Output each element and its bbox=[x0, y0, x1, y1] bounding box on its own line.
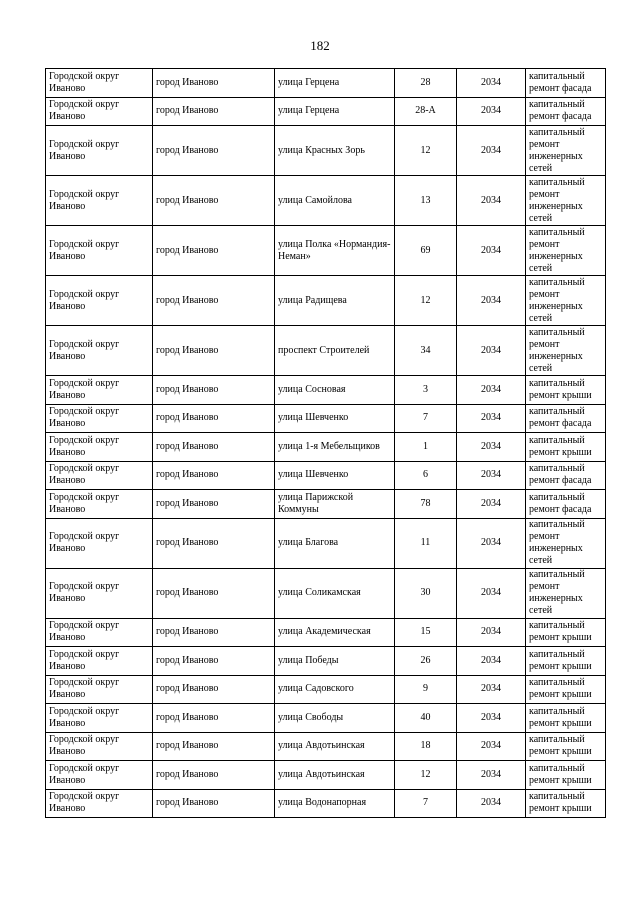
year-cell: 2034 bbox=[457, 326, 526, 376]
street-cell: улица Авдотьинская bbox=[275, 732, 395, 761]
house-number-cell: 12 bbox=[395, 126, 457, 176]
work-type-cell: капитальный ремонт крыши bbox=[526, 704, 606, 733]
work-type-cell: капитальный ремонт инженерных сетей bbox=[526, 568, 606, 618]
street-cell: улица Самойлова bbox=[275, 176, 395, 226]
municipality-cell: Городской округ Иваново bbox=[46, 675, 153, 704]
table-row bbox=[46, 226, 606, 276]
repair-schedule-table bbox=[45, 68, 606, 818]
settlement-cell: город Иваново bbox=[153, 97, 275, 126]
municipality-cell: Городской округ Иваново bbox=[46, 518, 153, 568]
settlement-cell: город Иваново bbox=[153, 675, 275, 704]
house-number-cell: 13 bbox=[395, 176, 457, 226]
municipality-cell: Городской округ Иваново bbox=[46, 761, 153, 790]
work-type-cell: капитальный ремонт инженерных сетей bbox=[526, 326, 606, 376]
year-cell: 2034 bbox=[457, 490, 526, 519]
settlement-cell: город Иваново bbox=[153, 618, 275, 647]
street-cell: улица Полка «Нормандия-Неман» bbox=[275, 226, 395, 276]
municipality-cell: Городской округ Иваново bbox=[46, 490, 153, 519]
settlement-cell: город Иваново bbox=[153, 126, 275, 176]
year-cell: 2034 bbox=[457, 761, 526, 790]
table-row bbox=[46, 276, 606, 326]
municipality-cell: Городской округ Иваново bbox=[46, 376, 153, 405]
table-row bbox=[46, 704, 606, 733]
year-cell: 2034 bbox=[457, 675, 526, 704]
street-cell: улица Благова bbox=[275, 518, 395, 568]
street-cell: улица 1-я Мебельщиков bbox=[275, 433, 395, 462]
municipality-cell: Городской округ Иваново bbox=[46, 69, 153, 98]
settlement-cell: город Иваново bbox=[153, 490, 275, 519]
street-cell: улица Герцена bbox=[275, 97, 395, 126]
work-type-cell: капитальный ремонт крыши bbox=[526, 433, 606, 462]
table-body bbox=[46, 69, 606, 818]
table-row bbox=[46, 326, 606, 376]
street-cell: улица Сосновая bbox=[275, 376, 395, 405]
house-number-cell: 12 bbox=[395, 276, 457, 326]
work-type-cell: капитальный ремонт инженерных сетей bbox=[526, 226, 606, 276]
table-row bbox=[46, 490, 606, 519]
street-cell: улица Радищева bbox=[275, 276, 395, 326]
work-type-cell: капитальный ремонт фасада bbox=[526, 97, 606, 126]
house-number-cell: 11 bbox=[395, 518, 457, 568]
table-row bbox=[46, 647, 606, 676]
house-number-cell: 69 bbox=[395, 226, 457, 276]
work-type-cell: капитальный ремонт крыши bbox=[526, 376, 606, 405]
table-row bbox=[46, 404, 606, 433]
work-type-cell: капитальный ремонт фасада bbox=[526, 461, 606, 490]
work-type-cell: капитальный ремонт инженерных сетей bbox=[526, 518, 606, 568]
year-cell: 2034 bbox=[457, 789, 526, 818]
table-row bbox=[46, 433, 606, 462]
year-cell: 2034 bbox=[457, 518, 526, 568]
table-row bbox=[46, 126, 606, 176]
house-number-cell: 30 bbox=[395, 568, 457, 618]
settlement-cell: город Иваново bbox=[153, 789, 275, 818]
work-type-cell: капитальный ремонт крыши bbox=[526, 675, 606, 704]
street-cell: улица Шевченко bbox=[275, 404, 395, 433]
settlement-cell: город Иваново bbox=[153, 704, 275, 733]
year-cell: 2034 bbox=[457, 732, 526, 761]
work-type-cell: капитальный ремонт фасада bbox=[526, 490, 606, 519]
municipality-cell: Городской округ Иваново bbox=[46, 126, 153, 176]
house-number-cell: 15 bbox=[395, 618, 457, 647]
year-cell: 2034 bbox=[457, 176, 526, 226]
year-cell: 2034 bbox=[457, 69, 526, 98]
page-number: 182 bbox=[310, 38, 330, 53]
table-row bbox=[46, 618, 606, 647]
house-number-cell: 6 bbox=[395, 461, 457, 490]
street-cell: улица Красных Зорь bbox=[275, 126, 395, 176]
municipality-cell: Городской округ Иваново bbox=[46, 97, 153, 126]
municipality-cell: Городской округ Иваново bbox=[46, 704, 153, 733]
year-cell: 2034 bbox=[457, 647, 526, 676]
house-number-cell: 9 bbox=[395, 675, 457, 704]
work-type-cell: капитальный ремонт крыши bbox=[526, 732, 606, 761]
house-number-cell: 78 bbox=[395, 490, 457, 519]
house-number-cell: 7 bbox=[395, 404, 457, 433]
settlement-cell: город Иваново bbox=[153, 69, 275, 98]
municipality-cell: Городской округ Иваново bbox=[46, 647, 153, 676]
street-cell: улица Соликамская bbox=[275, 568, 395, 618]
year-cell: 2034 bbox=[457, 126, 526, 176]
year-cell: 2034 bbox=[457, 226, 526, 276]
street-cell: улица Свободы bbox=[275, 704, 395, 733]
table-row bbox=[46, 568, 606, 618]
street-cell: улица Победы bbox=[275, 647, 395, 676]
house-number-cell: 12 bbox=[395, 761, 457, 790]
municipality-cell: Городской округ Иваново bbox=[46, 404, 153, 433]
municipality-cell: Городской округ Иваново bbox=[46, 276, 153, 326]
work-type-cell: капитальный ремонт фасада bbox=[526, 69, 606, 98]
settlement-cell: город Иваново bbox=[153, 761, 275, 790]
work-type-cell: капитальный ремонт инженерных сетей bbox=[526, 276, 606, 326]
settlement-cell: город Иваново bbox=[153, 226, 275, 276]
table-row bbox=[46, 761, 606, 790]
year-cell: 2034 bbox=[457, 404, 526, 433]
street-cell: улица Парижской Коммуны bbox=[275, 490, 395, 519]
work-type-cell: капитальный ремонт крыши bbox=[526, 618, 606, 647]
house-number-cell: 28-А bbox=[395, 97, 457, 126]
year-cell: 2034 bbox=[457, 97, 526, 126]
municipality-cell: Городской округ Иваново bbox=[46, 326, 153, 376]
house-number-cell: 1 bbox=[395, 433, 457, 462]
municipality-cell: Городской округ Иваново bbox=[46, 461, 153, 490]
work-type-cell: капитальный ремонт крыши bbox=[526, 761, 606, 790]
settlement-cell: город Иваново bbox=[153, 433, 275, 462]
year-cell: 2034 bbox=[457, 568, 526, 618]
house-number-cell: 34 bbox=[395, 326, 457, 376]
municipality-cell: Городской округ Иваново bbox=[46, 433, 153, 462]
house-number-cell: 18 bbox=[395, 732, 457, 761]
street-cell: улица Авдотьинская bbox=[275, 761, 395, 790]
table-row bbox=[46, 518, 606, 568]
settlement-cell: город Иваново bbox=[153, 732, 275, 761]
street-cell: улица Академическая bbox=[275, 618, 395, 647]
house-number-cell: 7 bbox=[395, 789, 457, 818]
municipality-cell: Городской округ Иваново bbox=[46, 618, 153, 647]
municipality-cell: Городской округ Иваново bbox=[46, 226, 153, 276]
year-cell: 2034 bbox=[457, 376, 526, 405]
street-cell: улица Садовского bbox=[275, 675, 395, 704]
settlement-cell: город Иваново bbox=[153, 176, 275, 226]
table-row bbox=[46, 176, 606, 226]
municipality-cell: Городской округ Иваново bbox=[46, 176, 153, 226]
work-type-cell: капитальный ремонт инженерных сетей bbox=[526, 176, 606, 226]
year-cell: 2034 bbox=[457, 704, 526, 733]
table-row bbox=[46, 69, 606, 98]
table-row bbox=[46, 675, 606, 704]
table-row bbox=[46, 376, 606, 405]
table-row bbox=[46, 732, 606, 761]
street-cell: улица Водонапорная bbox=[275, 789, 395, 818]
municipality-cell: Городской округ Иваново bbox=[46, 789, 153, 818]
settlement-cell: город Иваново bbox=[153, 376, 275, 405]
settlement-cell: город Иваново bbox=[153, 276, 275, 326]
municipality-cell: Городской округ Иваново bbox=[46, 568, 153, 618]
settlement-cell: город Иваново bbox=[153, 647, 275, 676]
settlement-cell: город Иваново bbox=[153, 518, 275, 568]
settlement-cell: город Иваново bbox=[153, 461, 275, 490]
settlement-cell: город Иваново bbox=[153, 326, 275, 376]
table-row bbox=[46, 789, 606, 818]
settlement-cell: город Иваново bbox=[153, 404, 275, 433]
year-cell: 2034 bbox=[457, 461, 526, 490]
year-cell: 2034 bbox=[457, 618, 526, 647]
table-row bbox=[46, 461, 606, 490]
table-row bbox=[46, 97, 606, 126]
street-cell: улица Шевченко bbox=[275, 461, 395, 490]
house-number-cell: 28 bbox=[395, 69, 457, 98]
municipality-cell: Городской округ Иваново bbox=[46, 732, 153, 761]
house-number-cell: 40 bbox=[395, 704, 457, 733]
work-type-cell: капитальный ремонт фасада bbox=[526, 404, 606, 433]
year-cell: 2034 bbox=[457, 433, 526, 462]
street-cell: проспект Строителей bbox=[275, 326, 395, 376]
settlement-cell: город Иваново bbox=[153, 568, 275, 618]
work-type-cell: капитальный ремонт инженерных сетей bbox=[526, 126, 606, 176]
year-cell: 2034 bbox=[457, 276, 526, 326]
house-number-cell: 3 bbox=[395, 376, 457, 405]
street-cell: улица Герцена bbox=[275, 69, 395, 98]
work-type-cell: капитальный ремонт крыши bbox=[526, 789, 606, 818]
work-type-cell: капитальный ремонт крыши bbox=[526, 647, 606, 676]
house-number-cell: 26 bbox=[395, 647, 457, 676]
